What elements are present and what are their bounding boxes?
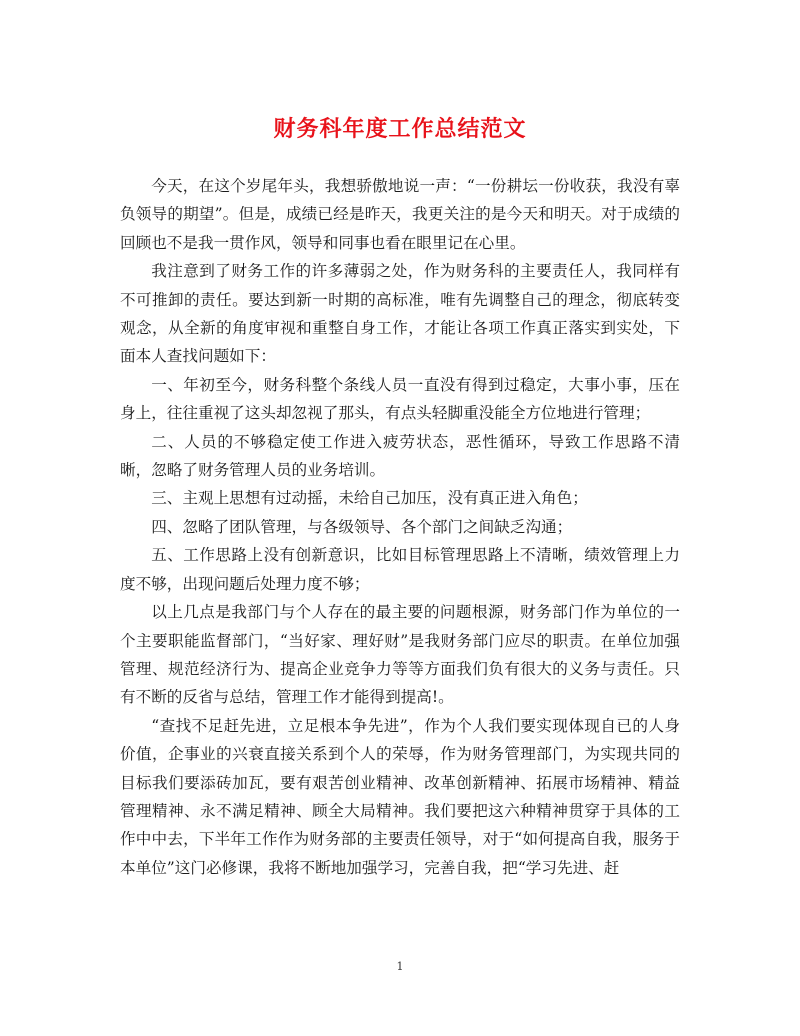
paragraph: 四、忽略了团队管理，与各级领导、各个部门之间缺乏沟通； (151, 517, 573, 536)
paragraph: 三、主观上思想有过动摇，未给自己加压，没有真正进入角色； (151, 489, 588, 508)
paragraph: 五、工作思路上没有创新意识，比如目标管理思路上不清晰，绩效管理上力度不够，出现问题后处理力度不够； (120, 546, 680, 593)
paragraph: 我注意到了财务工作的许多薄弱之处，作为财务科的主要责任人，我同样有不可推卸的责任。要达到新一时期的高标准，唯有先调整自己的理念，彻底转变观念，从全新的角度审视和重整自身工作，才能让各项工作真正落实到实处，下面本人查找问题如下： (120, 262, 680, 366)
paragraph: 二、人员的不够稳定使工作进入疲劳状态，恶性循环，导致工作思路不清晰，忽略了财务管理人员的业务培训。 (120, 432, 680, 480)
page-number: 1 (396, 960, 404, 973)
document-body (120, 172, 680, 882)
document-title: 财务科年度工作总结范文 (273, 117, 527, 142)
paragraph: “查找不足赶先进，立足根本争先进”，作为个人我们要实现体现自已的人身价值，企事业的兴衰直接关系到个人的荣辱，作为财务管理部门，为实现共同的目标我们要添砖加瓦，要有艰苦创业精神、改革创新精神、拓展市场精神、精益管理精神、永不满足精神、顾全大局精神。我们要把这六种精神贯穿于具体的工作中中去，下半年工作作为财务部的主要责任领导，对于“如何提高自我，服务于本单位”这门必修课，我将不断地加强学习，完善自我，把“学习先进、赶 (120, 716, 680, 877)
paragraph: 今天，在这个岁尾年头，我想骄傲地说一声：“一份耕坛一份收获，我没有辜负领导的期望”。但是，成绩已经是昨天，我更关注的是今天和明天。对于成绩的回顾也不是我一贯作风，领导和同事也看在眼里记在心里。 (120, 177, 680, 252)
paragraph: 以上几点是我部门与个人存在的最主要的问题根源，财务部门作为单位的一个主要职能监督部门，“当好家、理好财”是我财务部门应尽的职责。在单位加强管理、规范经济行为、提高企业竞争力等等方面我们负有很大的义务与责任。只有不断的反省与总结，管理工作才能得到提高!。 (120, 603, 680, 707)
paragraph: 一、年初至今，财务科整个条线人员一直没有得到过稳定，大事小事，压在身上，往往重视了这头却忽视了那头，有点头轻脚重没能全方位地进行管理； (120, 375, 680, 423)
